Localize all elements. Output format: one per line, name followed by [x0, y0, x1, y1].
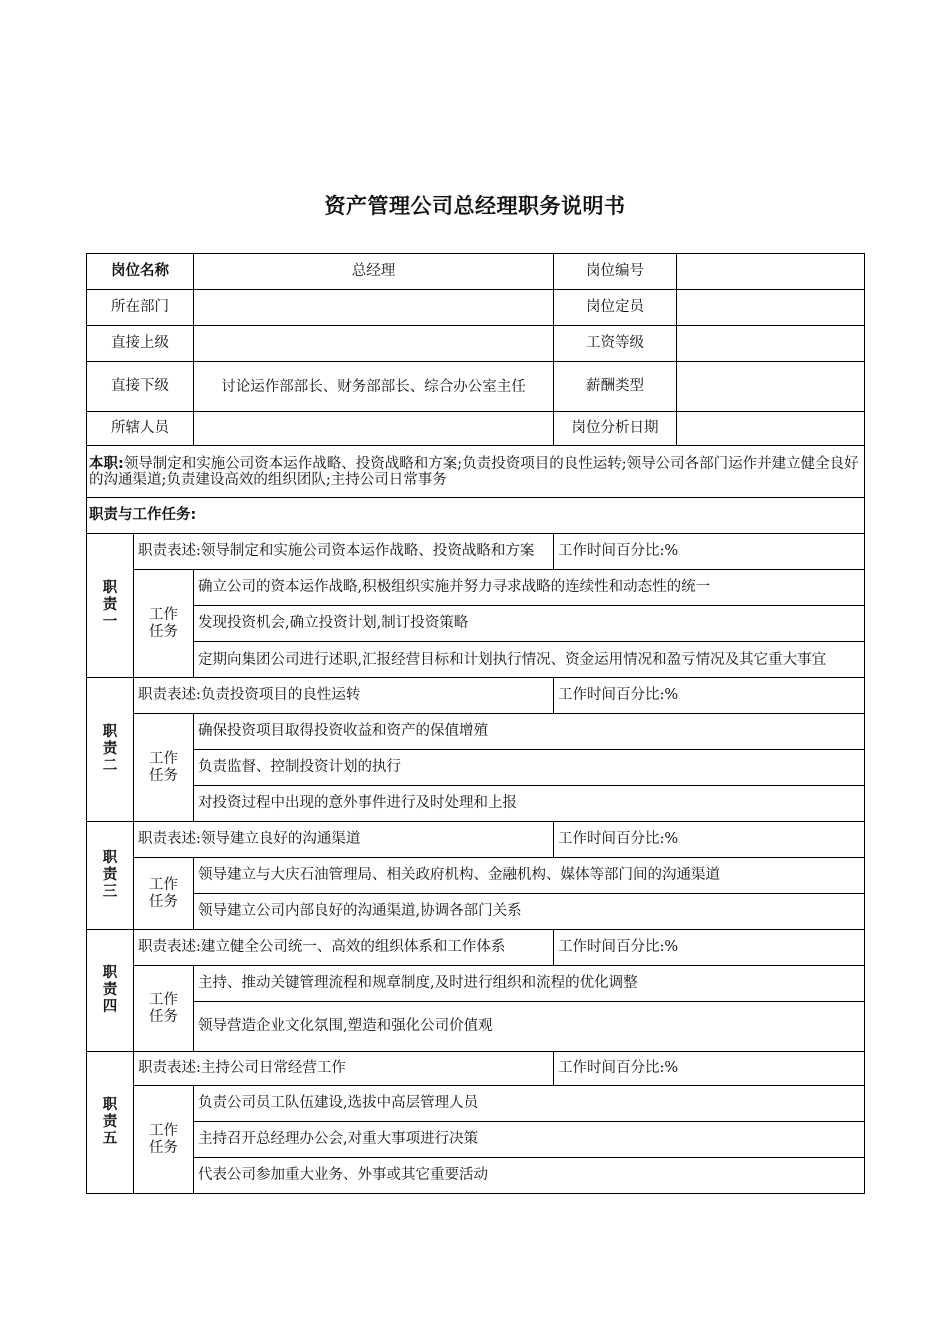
post-code-value [677, 254, 865, 290]
salary-type-value [677, 362, 865, 412]
duty-3-time-pct: 工作时间百分比:% [554, 822, 865, 858]
duty-3-statement: 职责表述:领导建立良好的沟通渠道 [134, 822, 554, 858]
duty-1-task-2: 发现投资机会,确立投资计划,制订投资策略 [194, 606, 865, 642]
dept-value [194, 290, 554, 326]
duty-5-task-1: 负责公司员工队伍建设,选拔中高层管理人员 [194, 1086, 865, 1122]
duties-heading: 职责与工作任务: [87, 498, 865, 534]
duty-2-statement: 职责表述:负责投资项目的良性运转 [134, 678, 554, 714]
duty-3-label: 职责三 [87, 822, 134, 930]
duty-1-statement: 职责表述:领导制定和实施公司资本运作战略、投资战略和方案 [134, 534, 554, 570]
job-summary-text: 领导制定和实施公司资本运作战略、投资战略和方案;负责投资项目的良性运转;领导公司各部门运作并建立健全良好的沟通渠道;负责建设高效的组织团队;主持公司日常事务 [89, 455, 859, 488]
duty-4-label: 职责四 [87, 930, 134, 1052]
subordinate-value: 讨论运作部部长、财务部部长、综合办公室主任 [194, 362, 554, 412]
analysis-date-value [677, 412, 865, 446]
post-name-value: 总经理 [194, 254, 554, 290]
duty-2-task-1: 确保投资项目取得投资收益和资产的保值增殖 [194, 714, 865, 750]
job-description-table [86, 253, 865, 1194]
wage-grade-value [677, 326, 865, 362]
duty-5-task-2: 主持召开总经理办公会,对重大事项进行决策 [194, 1122, 865, 1158]
duty-2-task-3: 对投资过程中出现的意外事件进行及时处理和上报 [194, 786, 865, 822]
duty-5-task-label: 工作任务 [134, 1086, 194, 1194]
duty-1-task-3: 定期向集团公司进行述职,汇报经营目标和计划执行情况、资金运用情况和盈亏情况及其它重大事宜 [194, 642, 865, 678]
salary-type-label: 薪酬类型 [554, 362, 677, 412]
duty-1-task-1: 确立公司的资本运作战略,积极组织实施并努力寻求战略的连续性和动态性的统一 [194, 570, 865, 606]
staffing-label: 岗位定员 [554, 290, 677, 326]
jurisdiction-label: 所辖人员 [87, 412, 194, 446]
duty-2-label: 职责二 [87, 678, 134, 822]
duty-2-task-label: 工作任务 [134, 714, 194, 822]
duty-4-statement: 职责表述:建立健全公司统一、高效的组织体系和工作体系 [134, 930, 554, 966]
duty-5-label: 职责五 [87, 1052, 134, 1194]
duty-1-task-label: 工作任务 [134, 570, 194, 678]
wage-grade-label: 工资等级 [554, 326, 677, 362]
duty-2-task-2: 负责监督、控制投资计划的执行 [194, 750, 865, 786]
superior-label: 直接上级 [87, 326, 194, 362]
duty-5-task-3: 代表公司参加重大业务、外事或其它重要活动 [194, 1158, 865, 1194]
duty-5-time-pct: 工作时间百分比:% [554, 1052, 865, 1086]
dept-label: 所在部门 [87, 290, 194, 326]
duty-4-time-pct: 工作时间百分比:% [554, 930, 865, 966]
jurisdiction-value [194, 412, 554, 446]
analysis-date-label: 岗位分析日期 [554, 412, 677, 446]
job-summary-label: 本职: [89, 455, 124, 472]
superior-value [194, 326, 554, 362]
duty-3-task-label: 工作任务 [134, 858, 194, 930]
duty-4-task-2: 领导营造企业文化氛围,塑造和强化公司价值观 [194, 1002, 865, 1052]
post-name-label: 岗位名称 [87, 254, 194, 290]
duty-2-time-pct: 工作时间百分比:% [554, 678, 865, 714]
duty-4-task-label: 工作任务 [134, 966, 194, 1052]
duty-5-statement: 职责表述:主持公司日常经营工作 [134, 1052, 554, 1086]
duty-4-task-1: 主持、推动关键管理流程和规章制度,及时进行组织和流程的优化调整 [194, 966, 865, 1002]
duty-1-label: 职责一 [87, 534, 134, 678]
duty-3-task-2: 领导建立公司内部良好的沟通渠道,协调各部门关系 [194, 894, 865, 930]
job-summary [87, 446, 865, 498]
duty-3-task-1: 领导建立与大庆石油管理局、相关政府机构、金融机构、媒体等部门间的沟通渠道 [194, 858, 865, 894]
subordinate-label: 直接下级 [87, 362, 194, 412]
page-title: 资产管理公司总经理职务说明书 [324, 194, 626, 218]
post-code-label: 岗位编号 [554, 254, 677, 290]
staffing-value [677, 290, 865, 326]
duty-1-time-pct: 工作时间百分比:% [554, 534, 865, 570]
